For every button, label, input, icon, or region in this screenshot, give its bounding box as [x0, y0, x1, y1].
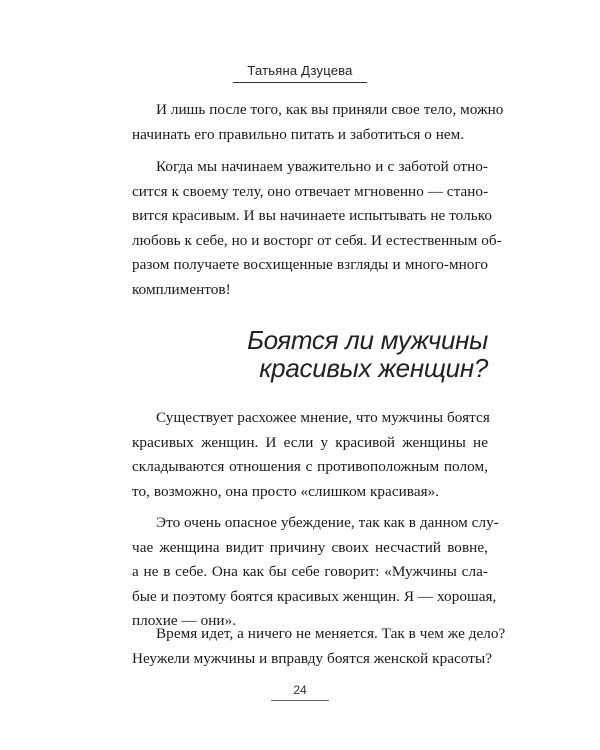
text-line: Время идет, а ничего не меняется. Так в чем же дело?	[156, 625, 506, 642]
text-line: красивых женщин. И если у красивой женщины не	[132, 433, 488, 451]
text-line: Неужели мужчины и вправду боятся женской красоты?	[132, 649, 493, 667]
section-heading	[247, 326, 488, 382]
page-number-value: 24	[271, 683, 328, 701]
text-line: комплиментов!	[132, 280, 231, 298]
running-header	[0, 62, 600, 83]
paragraph-5	[132, 622, 506, 671]
text-line: чае женщина видит причину своих несчастий вовне,	[132, 538, 488, 556]
page-number	[0, 683, 600, 701]
text-line: Это очень опасное убеждение, так как в данном слу-	[156, 514, 499, 531]
paragraph-3	[132, 406, 488, 504]
text-line: сится к своему телу, оно отвечает мгновенно — стано-	[132, 182, 489, 200]
text-line: начинать его правильно питать и заботиться о нем.	[132, 125, 465, 143]
text-line: то, возможно, она просто «слишком красивая».	[132, 482, 440, 500]
paragraph-1	[132, 98, 504, 147]
text-line: а не в себе. Она как бы себе говорит: «Мужчины сла-	[132, 563, 488, 580]
text-line: И лишь после того, как вы приняли свое тело, можно	[156, 101, 504, 118]
paragraph-4	[132, 511, 499, 634]
text-line: Когда мы начинаем уважительно и с заботой отно-	[156, 158, 488, 175]
text-line: любовь к себе, но и восторг от себя. И естественным об-	[132, 231, 502, 249]
paragraph-2	[132, 155, 502, 302]
text-line: Существует расхожее мнение, что мужчины боятся	[156, 409, 490, 426]
text-line: складываются отношения с противоположным полом,	[132, 458, 488, 475]
text-line: бые и поэтому боятся красивых женщин. Я — хорошая,	[132, 587, 497, 605]
author-name: Татьяна Дзуцева	[233, 63, 366, 83]
heading-line-1: Боятся ли мужчины	[247, 325, 488, 355]
heading-line-2: красивых женщин?	[259, 353, 488, 383]
text-line: плохие — они».	[132, 612, 237, 629]
text-line: вится красивым. И вы начинаете испытывать не только	[132, 207, 493, 224]
text-line: разом получаете восхищенные взгляды и много-много	[132, 256, 488, 273]
